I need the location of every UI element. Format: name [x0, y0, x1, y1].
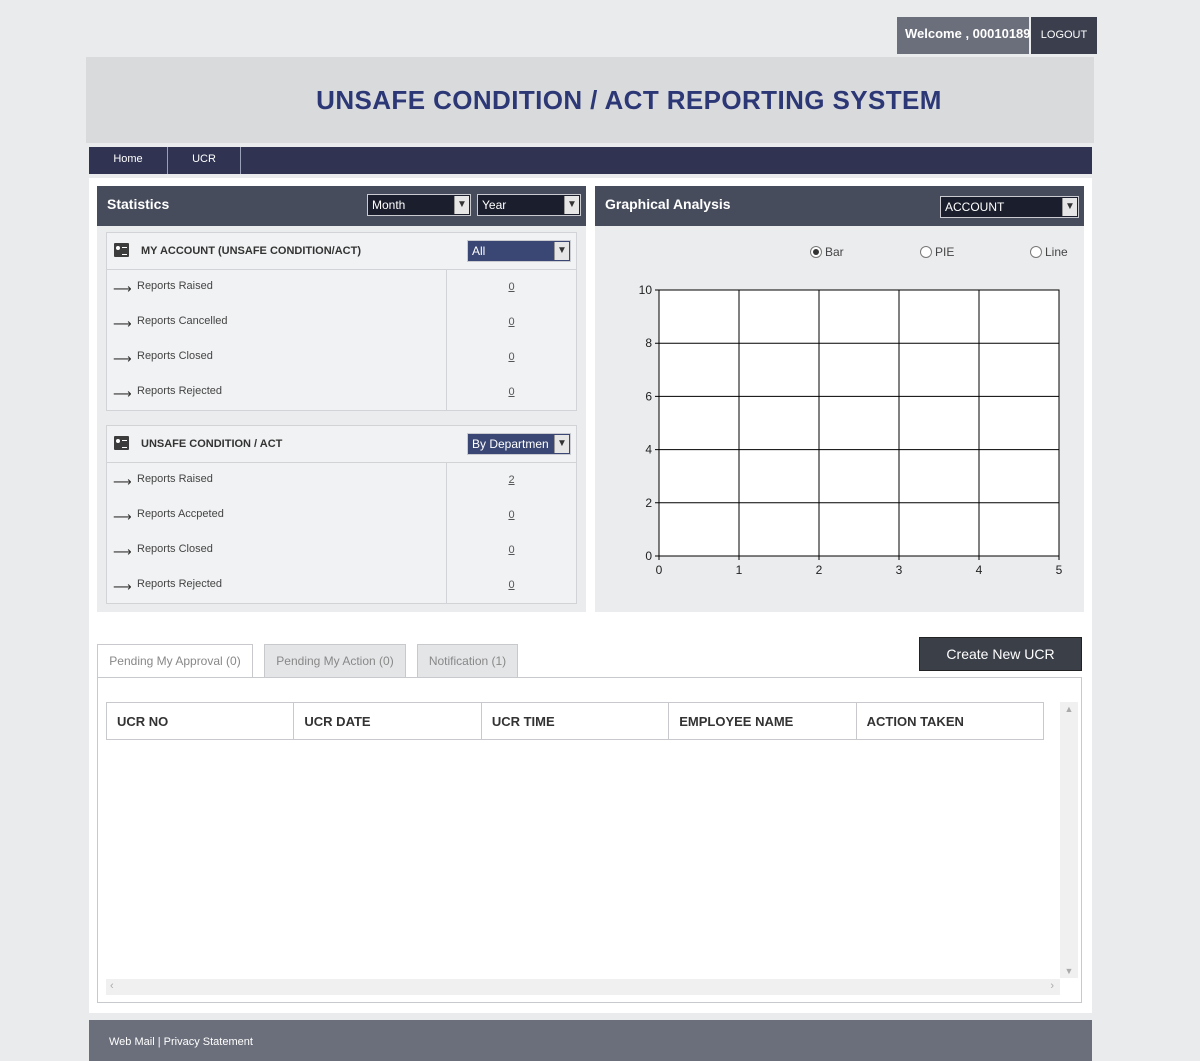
x-tick-label: 4 — [975, 563, 983, 577]
x-tick-label: 0 — [655, 563, 663, 577]
create-new-ucr-button[interactable]: Create New UCR — [919, 637, 1082, 671]
x-tick-label: 3 — [895, 563, 903, 577]
stat-row — [107, 533, 576, 568]
bar-radio[interactable] — [810, 245, 844, 259]
department-filter-value: By Departmen — [472, 437, 549, 451]
nav-item-home[interactable]: Home — [89, 147, 168, 174]
unsafe-condition-box — [106, 425, 577, 604]
contact-card-icon — [114, 436, 129, 450]
page-title: UNSAFE CONDITION / ACT REPORTING SYSTEM — [316, 85, 942, 115]
privacy-statement-link[interactable]: Privacy Statement — [163, 1036, 253, 1048]
column-header-action-taken[interactable]: ACTION TAKEN — [866, 714, 964, 729]
stat-label: Reports Raised — [137, 473, 213, 485]
arrow-right-icon: ⟶ — [113, 316, 132, 331]
stat-value-link[interactable]: 0 — [508, 316, 515, 328]
arrow-right-icon: ⟶ — [113, 544, 132, 559]
pie-radio-label: PIE — [935, 245, 955, 259]
unsafe-condition-header — [107, 426, 576, 463]
stat-value-link[interactable]: 0 — [508, 351, 515, 363]
column-header-ucr-no[interactable]: UCR NO — [107, 703, 294, 739]
footer-separator: | — [157, 1036, 161, 1048]
stat-value-link[interactable]: 0 — [508, 281, 515, 293]
graph-title: Graphical Analysis — [605, 196, 731, 212]
month-select-value: Month — [372, 198, 406, 212]
content-area — [89, 178, 1092, 1013]
y-tick-label: 8 — [645, 336, 652, 351]
stat-row — [107, 463, 576, 498]
statistics-panel — [97, 186, 586, 612]
x-tick-label: 2 — [815, 563, 823, 577]
stat-row — [107, 498, 576, 533]
horizontal-scrollbar[interactable] — [106, 979, 1060, 995]
account-select[interactable] — [940, 196, 1079, 218]
my-account-filter-value: All — [472, 244, 486, 258]
x-tick-label: 5 — [1055, 563, 1063, 577]
stat-row — [107, 305, 576, 340]
column-header-employee-name[interactable]: EMPLOYEE NAME — [669, 703, 856, 739]
line-radio[interactable] — [1030, 245, 1068, 259]
graph-panel — [595, 186, 1084, 612]
department-filter-select[interactable] — [467, 433, 571, 455]
stat-value-link[interactable]: 0 — [508, 509, 515, 521]
stat-row — [107, 375, 576, 410]
table-header — [106, 702, 1044, 740]
stat-value-link[interactable]: 0 — [508, 386, 515, 398]
y-tick-label: 0 — [645, 549, 652, 563]
main-nav — [89, 147, 1092, 174]
stat-label: Reports Accpeted — [137, 508, 224, 520]
webmail-link[interactable]: Web Mail — [109, 1036, 155, 1048]
chevron-down-icon: ▼ — [564, 196, 579, 214]
y-tick-label: 2 — [645, 495, 652, 510]
stat-value-link[interactable]: 2 — [508, 474, 515, 486]
stat-label: Reports Rejected — [137, 578, 222, 590]
stat-row — [107, 270, 576, 305]
welcome-text: Welcome , 00010189 — [897, 17, 1029, 54]
bar-radio-label: Bar — [825, 245, 844, 259]
stat-row — [107, 568, 576, 603]
my-account-header — [107, 233, 576, 270]
stat-label: Reports Rejected — [137, 385, 222, 397]
y-tick-label: 10 — [638, 283, 652, 297]
radio-unchecked-icon — [920, 246, 932, 258]
scroll-right-icon[interactable]: › — [1050, 980, 1054, 992]
x-tick-label: 1 — [735, 563, 743, 577]
tab-pending-approval[interactable]: Pending My Approval (0) — [97, 644, 253, 679]
tab-pending-action[interactable]: Pending My Action (0) — [264, 644, 406, 677]
stat-label: Reports Cancelled — [137, 315, 228, 327]
contact-card-icon — [114, 243, 129, 257]
radio-checked-icon — [810, 246, 822, 258]
year-select-value: Year — [482, 198, 507, 212]
my-account-filter-select[interactable] — [467, 240, 571, 262]
year-select[interactable] — [477, 194, 581, 216]
footer — [89, 1020, 1092, 1061]
banner — [86, 57, 1094, 143]
arrow-right-icon: ⟶ — [113, 351, 132, 366]
chevron-down-icon: ▼ — [554, 242, 569, 260]
tab-panel — [97, 677, 1082, 1003]
radio-unchecked-icon — [1030, 246, 1042, 258]
my-account-title: MY ACCOUNT (UNSAFE CONDITION/ACT) — [141, 245, 361, 257]
arrow-right-icon: ⟶ — [113, 579, 132, 594]
arrow-right-icon: ⟶ — [113, 281, 132, 296]
y-tick-label: 6 — [645, 389, 652, 404]
statistics-title: Statistics — [107, 196, 170, 212]
my-account-box — [106, 232, 577, 411]
pie-radio[interactable] — [920, 245, 954, 259]
scroll-up-icon[interactable]: ▲ — [1064, 704, 1074, 714]
chevron-down-icon: ▼ — [554, 435, 569, 453]
statistics-header — [97, 186, 586, 226]
logout-button[interactable]: LOGOUT — [1031, 17, 1097, 54]
y-tick-label: 4 — [645, 442, 652, 457]
stat-label: Reports Closed — [137, 350, 213, 362]
vertical-scrollbar[interactable] — [1060, 702, 1078, 978]
column-header-ucr-date[interactable]: UCR DATE — [294, 703, 481, 739]
arrow-right-icon: ⟶ — [113, 386, 132, 401]
bar-chart — [595, 282, 1084, 612]
chevron-down-icon: ▼ — [1062, 198, 1077, 216]
stat-row — [107, 340, 576, 375]
line-radio-label: Line — [1045, 245, 1068, 259]
graph-header — [595, 186, 1084, 226]
unsafe-condition-title: UNSAFE CONDITION / ACT — [141, 438, 283, 450]
stat-value-link[interactable]: 0 — [508, 544, 515, 556]
plot-area — [659, 290, 1059, 556]
chevron-down-icon: ▼ — [454, 196, 469, 214]
scroll-down-icon[interactable]: ▼ — [1064, 966, 1074, 976]
user-bar — [897, 17, 1097, 54]
stat-value-link[interactable]: 0 — [508, 579, 515, 591]
stat-label: Reports Raised — [137, 280, 213, 292]
footer-links — [109, 1036, 253, 1048]
scroll-left-icon[interactable]: ‹ — [110, 980, 114, 992]
column-header-ucr-time[interactable]: UCR TIME — [482, 703, 669, 739]
month-select[interactable] — [367, 194, 471, 216]
account-select-value: ACCOUNT — [945, 200, 1005, 214]
arrow-right-icon: ⟶ — [113, 474, 132, 489]
nav-item-ucr[interactable]: UCR — [168, 147, 241, 174]
stat-label: Reports Closed — [137, 543, 213, 555]
tab-notification[interactable]: Notification (1) — [417, 644, 518, 677]
arrow-right-icon: ⟶ — [113, 509, 132, 524]
